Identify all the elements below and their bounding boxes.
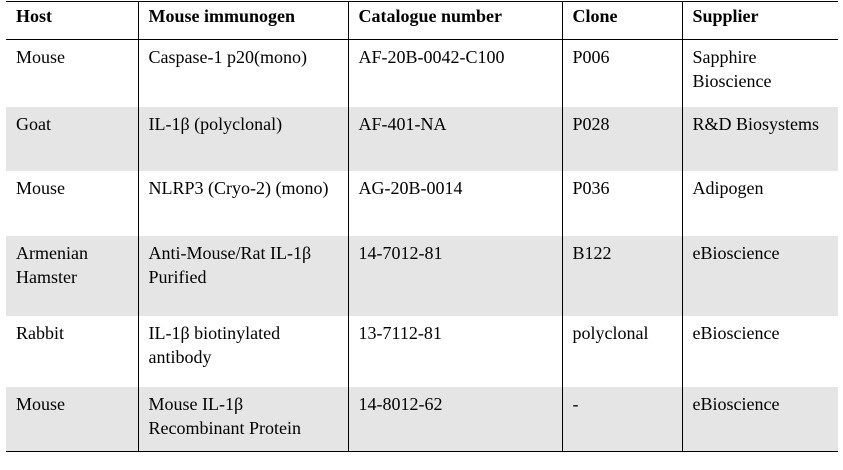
antibody-table: [6, 1, 838, 452]
header-catalogue-number: Catalogue number: [348, 2, 562, 40]
cell-catalogue-number: AF-20B-0042-C100: [348, 40, 562, 107]
cell-host: Mouse: [16, 47, 65, 67]
cell-supplier: eBioscience: [682, 387, 838, 452]
header-supplier: Supplier: [682, 2, 838, 40]
cell-host: Mouse: [6, 387, 138, 452]
cell-host: Rabbit: [16, 322, 64, 343]
table-header: [6, 2, 838, 40]
table-body: [6, 40, 838, 452]
cell-immunogen: IL-1β (polyclonal): [138, 107, 348, 171]
cell-clone: P006: [562, 40, 682, 107]
table-row: [6, 236, 838, 316]
cell-catalogue-number: 13-7112-81: [348, 316, 562, 387]
header-clone: Clone: [562, 2, 682, 40]
cell-clone: P036: [562, 171, 682, 236]
cell-supplier: eBioscience: [682, 236, 838, 316]
cell-supplier: Adipogen: [682, 171, 838, 236]
cell-immunogen: IL-1β biotinylated antibody: [138, 316, 348, 387]
antibody-table-container: [6, 1, 838, 452]
cell-clone: polyclonal: [562, 316, 682, 387]
cell-immunogen: NLRP3 (Cryo-2) (mono): [138, 171, 348, 236]
cell-immunogen: Mouse IL-1β Recombinant Protein: [138, 387, 348, 452]
cell-clone: P028: [562, 107, 682, 171]
header-host: Host: [16, 6, 52, 26]
cell-immunogen: Anti-Mouse/Rat IL-1β Purified: [138, 236, 348, 316]
cell-clone: B122: [562, 236, 682, 316]
table-row: [6, 107, 838, 171]
table-row: [6, 40, 838, 107]
cell-immunogen: Caspase-1 p20(mono): [138, 40, 348, 107]
header-row: [6, 2, 838, 40]
table-row: [6, 171, 838, 236]
cell-catalogue-number: AF-401-NA: [348, 107, 562, 171]
cell-catalogue-number: 14-8012-62: [348, 387, 562, 452]
cell-clone: -: [562, 387, 682, 452]
table-row: [6, 387, 838, 452]
table-row: [6, 316, 838, 387]
cell-host: Goat: [6, 107, 138, 171]
header-immunogen: Mouse immunogen: [138, 2, 348, 40]
cell-supplier: Sapphire Bioscience: [682, 40, 838, 107]
cell-catalogue-number: AG-20B-0014: [348, 171, 562, 236]
cell-host: Mouse: [16, 177, 65, 198]
cell-host: Armenian Hamster: [6, 236, 138, 316]
cell-catalogue-number: 14-7012-81: [348, 236, 562, 316]
cell-supplier: R&D Biosystems: [682, 107, 838, 171]
cell-supplier: eBioscience: [682, 316, 838, 387]
